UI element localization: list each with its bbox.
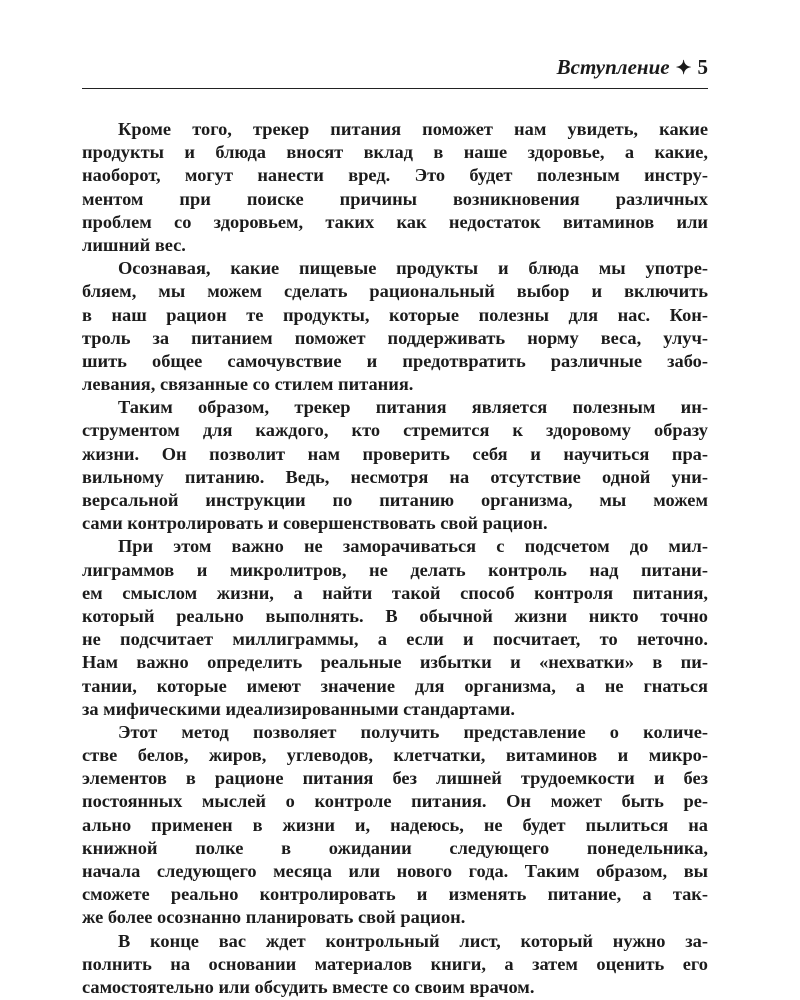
star-ornament-icon: ✦	[675, 58, 692, 79]
text-line: который реально выполнять. В обычной жизни никто точно	[82, 605, 708, 626]
text-line: постоянных мыслей о контроле питания. Он может быть ре-	[82, 791, 708, 812]
text-line: продукты и блюда вносят вклад в наше здоровье, а какие,	[82, 142, 708, 163]
text-line: версальной инструкции по питанию организма, мы можем	[82, 490, 708, 510]
text-line: самостоятельно или обсудить вместе со своим врачом.	[82, 976, 535, 997]
running-header	[82, 55, 708, 85]
paragraph	[82, 535, 708, 721]
text-line: В конце вас ждет контрольный лист, который нужно за-	[118, 930, 708, 951]
text-line: ментом при поиске причины возникновения различных	[82, 188, 708, 209]
paragraph	[82, 257, 708, 396]
text-line: троль за питанием поможет поддерживать норму веса, улуч-	[82, 327, 708, 348]
text-line: лиграммов и микролитров, не делать контроль над питани-	[82, 559, 708, 580]
text-line: бляем, мы можем сделать рациональный выбор и включить	[82, 281, 708, 302]
text-line: элементов в рационе питания без лишней трудоемкости и без	[82, 768, 708, 789]
text-line: Осознавая, какие пищевые продукты и блюда мы употре-	[118, 258, 708, 279]
text-line: лишний вес.	[82, 234, 186, 255]
text-line: вильному питанию. Ведь, несмотря на отсутствие одной уни-	[82, 466, 708, 487]
section-title: Вступление	[556, 55, 670, 79]
text-line: не подсчитает миллиграммы, а если и посчитает, то неточно.	[82, 629, 708, 650]
paragraph	[82, 930, 708, 1000]
text-line: Кроме того, трекер питания поможет нам увидеть, какие	[118, 119, 708, 139]
text-line: левания, связанные со стилем питания.	[82, 374, 414, 395]
paragraph	[82, 396, 708, 535]
text-line: Нам важно определить реальные избытки и «нехватки» в пи-	[82, 652, 708, 673]
paragraph	[82, 721, 708, 930]
text-line: стве белов, жиров, углеводов, клетчатки, витаминов и микро-	[82, 745, 708, 766]
text-line: ально применен в жизни и, надеюсь, не будет пылиться на	[82, 814, 708, 835]
paragraph	[82, 118, 708, 257]
text-line: шить общее самочувствие и предотвратить различные забо-	[82, 350, 708, 371]
text-line: книжной полке в ожидании следующего понедельника,	[82, 837, 708, 858]
text-line: в наш рацион те продукты, которые полезны для нас. Кон-	[82, 304, 708, 325]
body-text	[82, 118, 708, 999]
text-line: струментом для каждого, кто стремится к здоровому образу	[82, 420, 708, 441]
text-line: начала следующего месяца или нового года. Таким образом, вы	[82, 861, 708, 881]
text-line: жизни. Он позволит нам проверить себя и научиться пра-	[82, 443, 708, 464]
text-line: сможете реально контролировать и изменять питание, а так-	[82, 884, 708, 905]
text-line: При этом важно не заморачиваться с подсчетом до мил-	[118, 536, 708, 557]
header-rule	[82, 88, 708, 89]
text-line: за мифическими идеализированными стандартами.	[82, 698, 516, 719]
text-line: Этот метод позволяет получить представление о количе-	[118, 721, 708, 742]
text-line: проблем со здоровьем, таких как недостаток витаминов или	[82, 211, 708, 232]
text-line: ем смыслом жизни, а найти такой способ контроля питания,	[82, 582, 708, 603]
text-line: сами контролировать и совершенствовать свой рацион.	[82, 513, 548, 534]
text-line: наоборот, могут нанести вред. Это будет полезным инстру-	[82, 165, 708, 186]
text-line: тании, которые имеют значение для организма, а не гнаться	[82, 675, 708, 696]
text-line: же более осознанно планировать свой рацион.	[82, 907, 466, 928]
text-line: полнить на основании материалов книги, а затем оценить его	[82, 953, 708, 974]
text-line: Таким образом, трекер питания является полезным ин-	[118, 397, 708, 418]
page-number: 5	[697, 55, 708, 79]
